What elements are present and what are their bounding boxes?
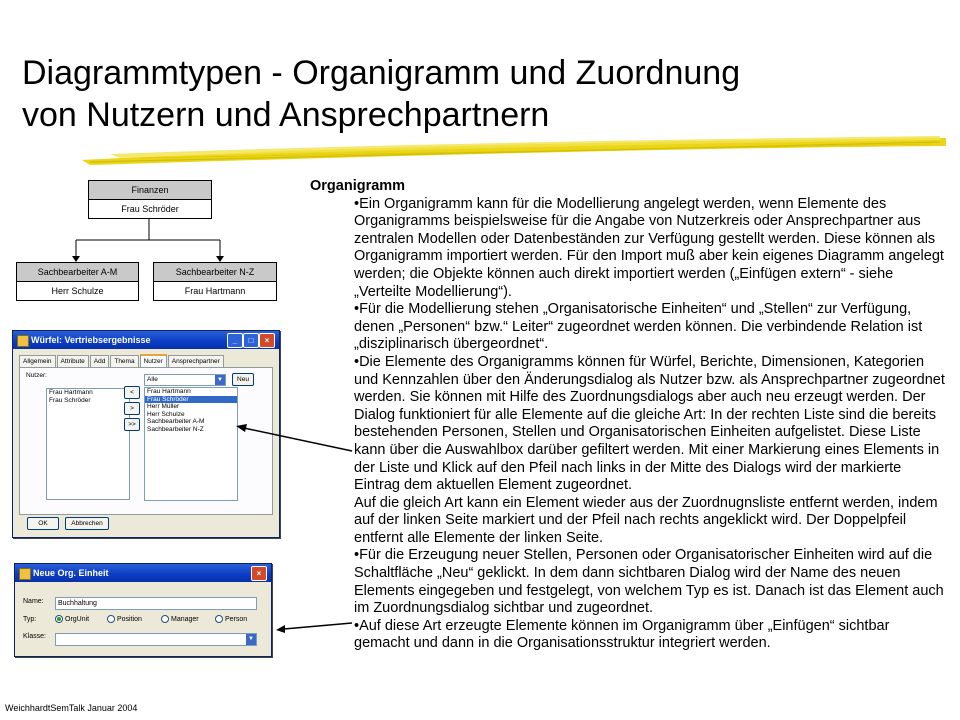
- list-item[interactable]: Herr Schulze: [147, 410, 185, 418]
- bullet-5: •Auf diese Art erzeugte Elemente können im Organigramm über „Einfügen“ sichtbar gemacht und dann in die Organisationsstruktur integriert werden.: [354, 617, 890, 652]
- tab-add[interactable]: Add: [90, 355, 110, 367]
- remove-right-button[interactable]: >: [124, 402, 140, 415]
- close-icon[interactable]: ×: [259, 333, 275, 348]
- radio-label: Manager: [171, 615, 199, 623]
- typ-label: Typ:: [23, 616, 37, 623]
- cancel-button[interactable]: Abbrechen: [65, 517, 109, 530]
- section-heading: Organigramm: [310, 178, 406, 194]
- minimize-icon[interactable]: _: [227, 333, 243, 348]
- close-icon[interactable]: ×: [251, 566, 267, 581]
- org-box-header: Finanzen: [89, 181, 211, 200]
- assign-left-button[interactable]: <: [124, 386, 140, 399]
- bullet-1: •Ein Organigramm kann für die Modellierung angelegt werden, wenn Elemente des Organigramms beispielsweise für die Angabe von Nutzerkreis oder Ansprechpartner aus zentralen Modellen oder Datenbeständen zur Verfügung gestellt werden. Diese können als Organigramm importiert werden. Für den Import muß aber kein eigenes Diagramm angelegt werden; die Objekte können auch direkt importiert werden („Einfügen extern“ - siehe „Verteilte Modellierung“).: [354, 195, 944, 300]
- slide-title-line1: Diagrammtypen - Organigramm und Zuordnung: [22, 54, 741, 92]
- tab-nutzer[interactable]: Nutzer: [140, 354, 167, 368]
- remove-all-button[interactable]: >>: [124, 418, 140, 431]
- description-text: [310, 178, 946, 653]
- dialog-wuerfel-title: Würfel: Vertriebsergebnisse: [31, 335, 151, 345]
- radio-label: Position: [117, 615, 142, 623]
- list-item[interactable]: Sachbearbeiter N-Z: [147, 425, 204, 433]
- org-box-body: Frau Hartmann: [154, 282, 276, 300]
- klasse-label: Klasse:: [23, 633, 46, 640]
- new-button[interactable]: Neu: [232, 373, 254, 386]
- maximize-icon[interactable]: □: [243, 333, 259, 348]
- name-label: Name:: [23, 598, 44, 605]
- org-box-body: Frau Schröder: [89, 200, 211, 218]
- org-box-header: Sachbearbeiter A-M: [17, 263, 138, 282]
- org-box-header: Sachbearbeiter N-Z: [154, 263, 276, 282]
- tab-allgemein[interactable]: Allgemein: [19, 355, 56, 367]
- dialog-neue-org-title: Neue Org. Einheit: [33, 568, 109, 578]
- ok-button[interactable]: OK: [27, 517, 59, 530]
- bullet-3: •Die Elemente des Organigramms können für Würfel, Berichte, Dimensionen, Kategorien und Kennzahlen über den Änderungsdialog als Nutzer bzw. als Ansprechpartner zugeordnet werden. Sie können mit Hilfe des Zuordnungsdialogs aber auch neu erzeugt werden. Der Dialog funktioniert für alle Elemente auf die gleiche Art: In der rechten Liste sind die bereits bestehenden Personen, Stellen und Organisatorischen Einheiten aufgelistet. Diese Liste kann über die Auswahlbox darüber gefiltert werden. Mit einer Markierung eines Elements in der Liste und Klick auf den Pfeil nach links in der Mitte des Dialogs wird der markierte Eintrag dem aktuellen Element zugeordnet.: [354, 353, 945, 494]
- chevron-down-icon[interactable]: ▼: [215, 375, 225, 385]
- bullet-2: •Für die Modellierung stehen „Organisatorische Einheiten“ und „Stellen“ zur Verfügung, denen „Personen“ bzw.“ Leiter“ zugeordnet werden können. Die verbindende Relation ist „disziplinarisch übergeordnet“.: [354, 301, 923, 353]
- list-item-selected[interactable]: Frau Schröder: [145, 396, 237, 404]
- radio-label: Person: [225, 615, 248, 623]
- slide-title-line2: von Nutzern und Ansprechpartnern: [22, 96, 550, 134]
- list-item[interactable]: Frau Hartmann: [49, 389, 93, 396]
- bullet-4: •Für die Erzeugung neuer Stellen, Personen oder Organisatorischer Einheiten wird auf die Schaltfläche „Neu“ geklickt. In dem dann sichtbaren Dialog wird der Name des neuen Elements eingegeben und festgelegt, von welchem Typ es ist. Danach ist das Element auch im Zuordnungsdialog sichtbar und zugeordnet.: [354, 547, 944, 617]
- tab-attribute[interactable]: Attribute: [57, 355, 89, 367]
- list-item[interactable]: Frau Schröder: [49, 396, 91, 404]
- nutzer-label: Nutzer:: [26, 372, 47, 379]
- tab-ansprechpartner[interactable]: Ansprechpartner: [168, 355, 224, 367]
- list-item[interactable]: Sachbearbeiter A-M: [147, 418, 205, 425]
- org-box-body: Herr Schulze: [17, 282, 138, 300]
- footer: WeichhardtSemTalk Januar 2004: [5, 703, 138, 713]
- list-item[interactable]: Herr Müller: [147, 403, 180, 410]
- radio-label: OrgUnit: [65, 615, 90, 623]
- tab-thema[interactable]: Thema: [110, 355, 138, 367]
- chevron-down-icon[interactable]: ▼: [246, 634, 256, 645]
- bullet-3-continued: Auf die gleich Art kann ein Element wieder aus der Zuordnugnsliste entfernt werden, indem auf der linken Seite markiert und der Pfeil nach rechts angeklickt wird. Der Doppelpfeil entfernt alle Elemente der linken Seite.: [354, 494, 938, 546]
- list-item[interactable]: Frau Hartmann: [147, 388, 191, 395]
- name-input-value: Buchhaltung: [58, 600, 97, 607]
- filter-select-value: Alle: [147, 376, 158, 383]
